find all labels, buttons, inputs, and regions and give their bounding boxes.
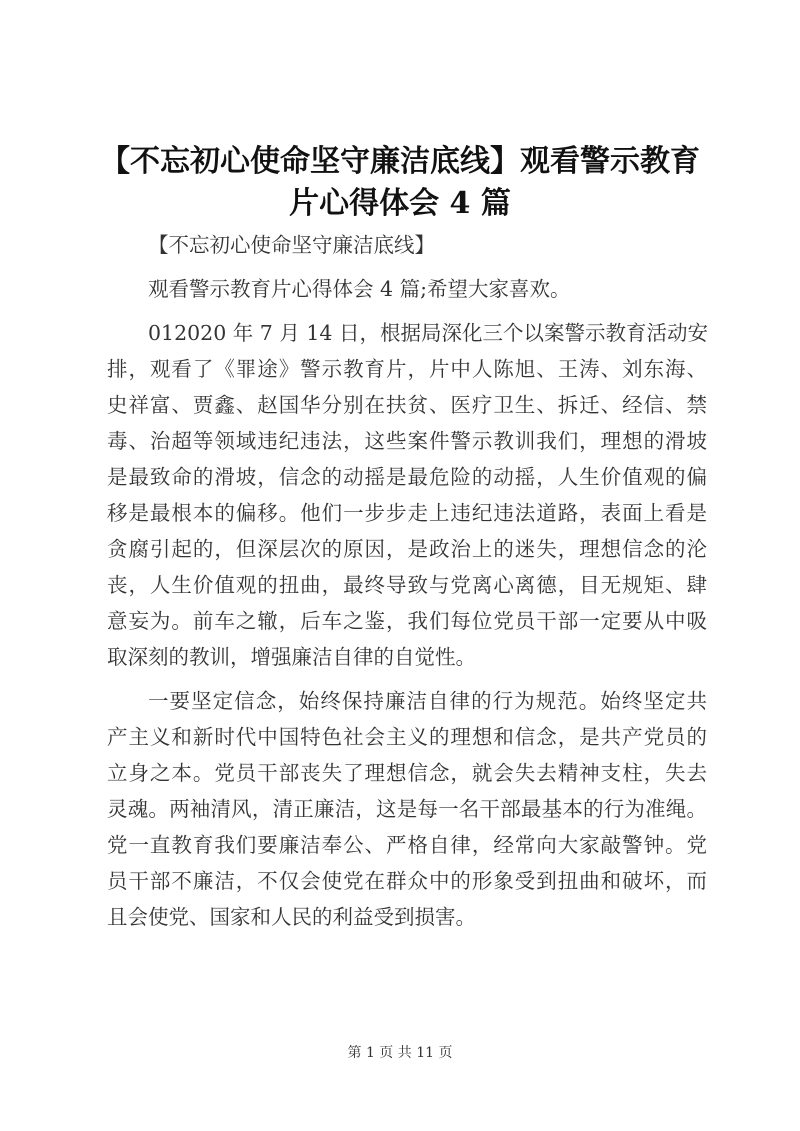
paragraph-line: 移是最根本的偏移。他们一步步走上违纪违法道路，表面上看是 [107, 501, 707, 525]
paragraph-line: 取深刻的教训，增强廉洁自律的自觉性。 [107, 645, 476, 669]
paragraph [107, 315, 707, 675]
paragraph-line: 立身之本。党员干部丧失了理想信念，就会失去精神支柱，失去 [107, 761, 707, 785]
paragraph-line: 意妄为。前车之辙，后车之鉴，我们每位党员干部一定要从中吸 [107, 609, 707, 633]
paragraph-line: 员干部不廉洁，不仅会使党在群众中的形象受到扭曲和破坏，而 [107, 869, 707, 893]
paragraph-spacer [107, 263, 707, 271]
paragraph-line: 是最致命的滑坡，信念的动摇是最危险的动摇，人生价值观的偏 [107, 465, 707, 489]
paragraph-line: 史祥富、贾鑫、赵国华分别在扶贫、医疗卫生、拆迁、经信、禁 [107, 393, 707, 417]
paragraph-line: 012020 年 7 月 14 日，根据局深化三个以案警示教育活动安 [148, 321, 708, 345]
paragraph-line: 【不忘初心使命坚守廉洁底线】 [148, 233, 435, 257]
paragraph [107, 683, 707, 935]
paragraph-line: 丧，人生价值观的扭曲，最终导致与党离心离德，目无规矩、肆 [107, 573, 707, 597]
paragraph-line: 灵魂。两袖清风，清正廉洁，这是每一名干部最基本的行为准绳。 [107, 797, 707, 821]
page-footer: 第 1 页 共 11 页 [347, 1045, 453, 1061]
paragraph-line: 排，观看了《罪途》警示教育片，片中人陈旭、王涛、刘东海、 [107, 357, 707, 381]
paragraph-spacer [107, 307, 707, 315]
document-title [60, 141, 740, 225]
paragraph [107, 271, 707, 307]
document-body [107, 227, 707, 935]
paragraph-line: 党一直教育我们要廉洁奉公、严格自律，经常向大家敲警钟。党 [107, 833, 707, 857]
paragraph-line: 观看警示教育片心得体会 4 篇;希望大家喜欢。 [148, 277, 571, 301]
paragraph-spacer [107, 675, 707, 683]
paragraph-line: 产主义和新时代中国特色社会主义的理想和信念，是共产党员的 [107, 725, 707, 749]
paragraph-line: 一要坚定信念，始终保持廉洁自律的行为规范。始终坚定共 [148, 689, 707, 713]
title-line-2: 片心得体会 4 篇 [289, 186, 511, 221]
paragraph [107, 227, 707, 263]
paragraph-line: 毒、治超等领域违纪违法，这些案件警示教训我们，理想的滑坡 [107, 429, 707, 453]
paragraph-line: 且会使党、国家和人民的利益受到损害。 [107, 905, 476, 929]
paragraph-line: 贪腐引起的，但深层次的原因，是政治上的迷失，理想信念的沦 [107, 537, 707, 561]
title-line-1: 【不忘初心使命坚守廉洁底线】观看警示教育 [100, 144, 700, 179]
